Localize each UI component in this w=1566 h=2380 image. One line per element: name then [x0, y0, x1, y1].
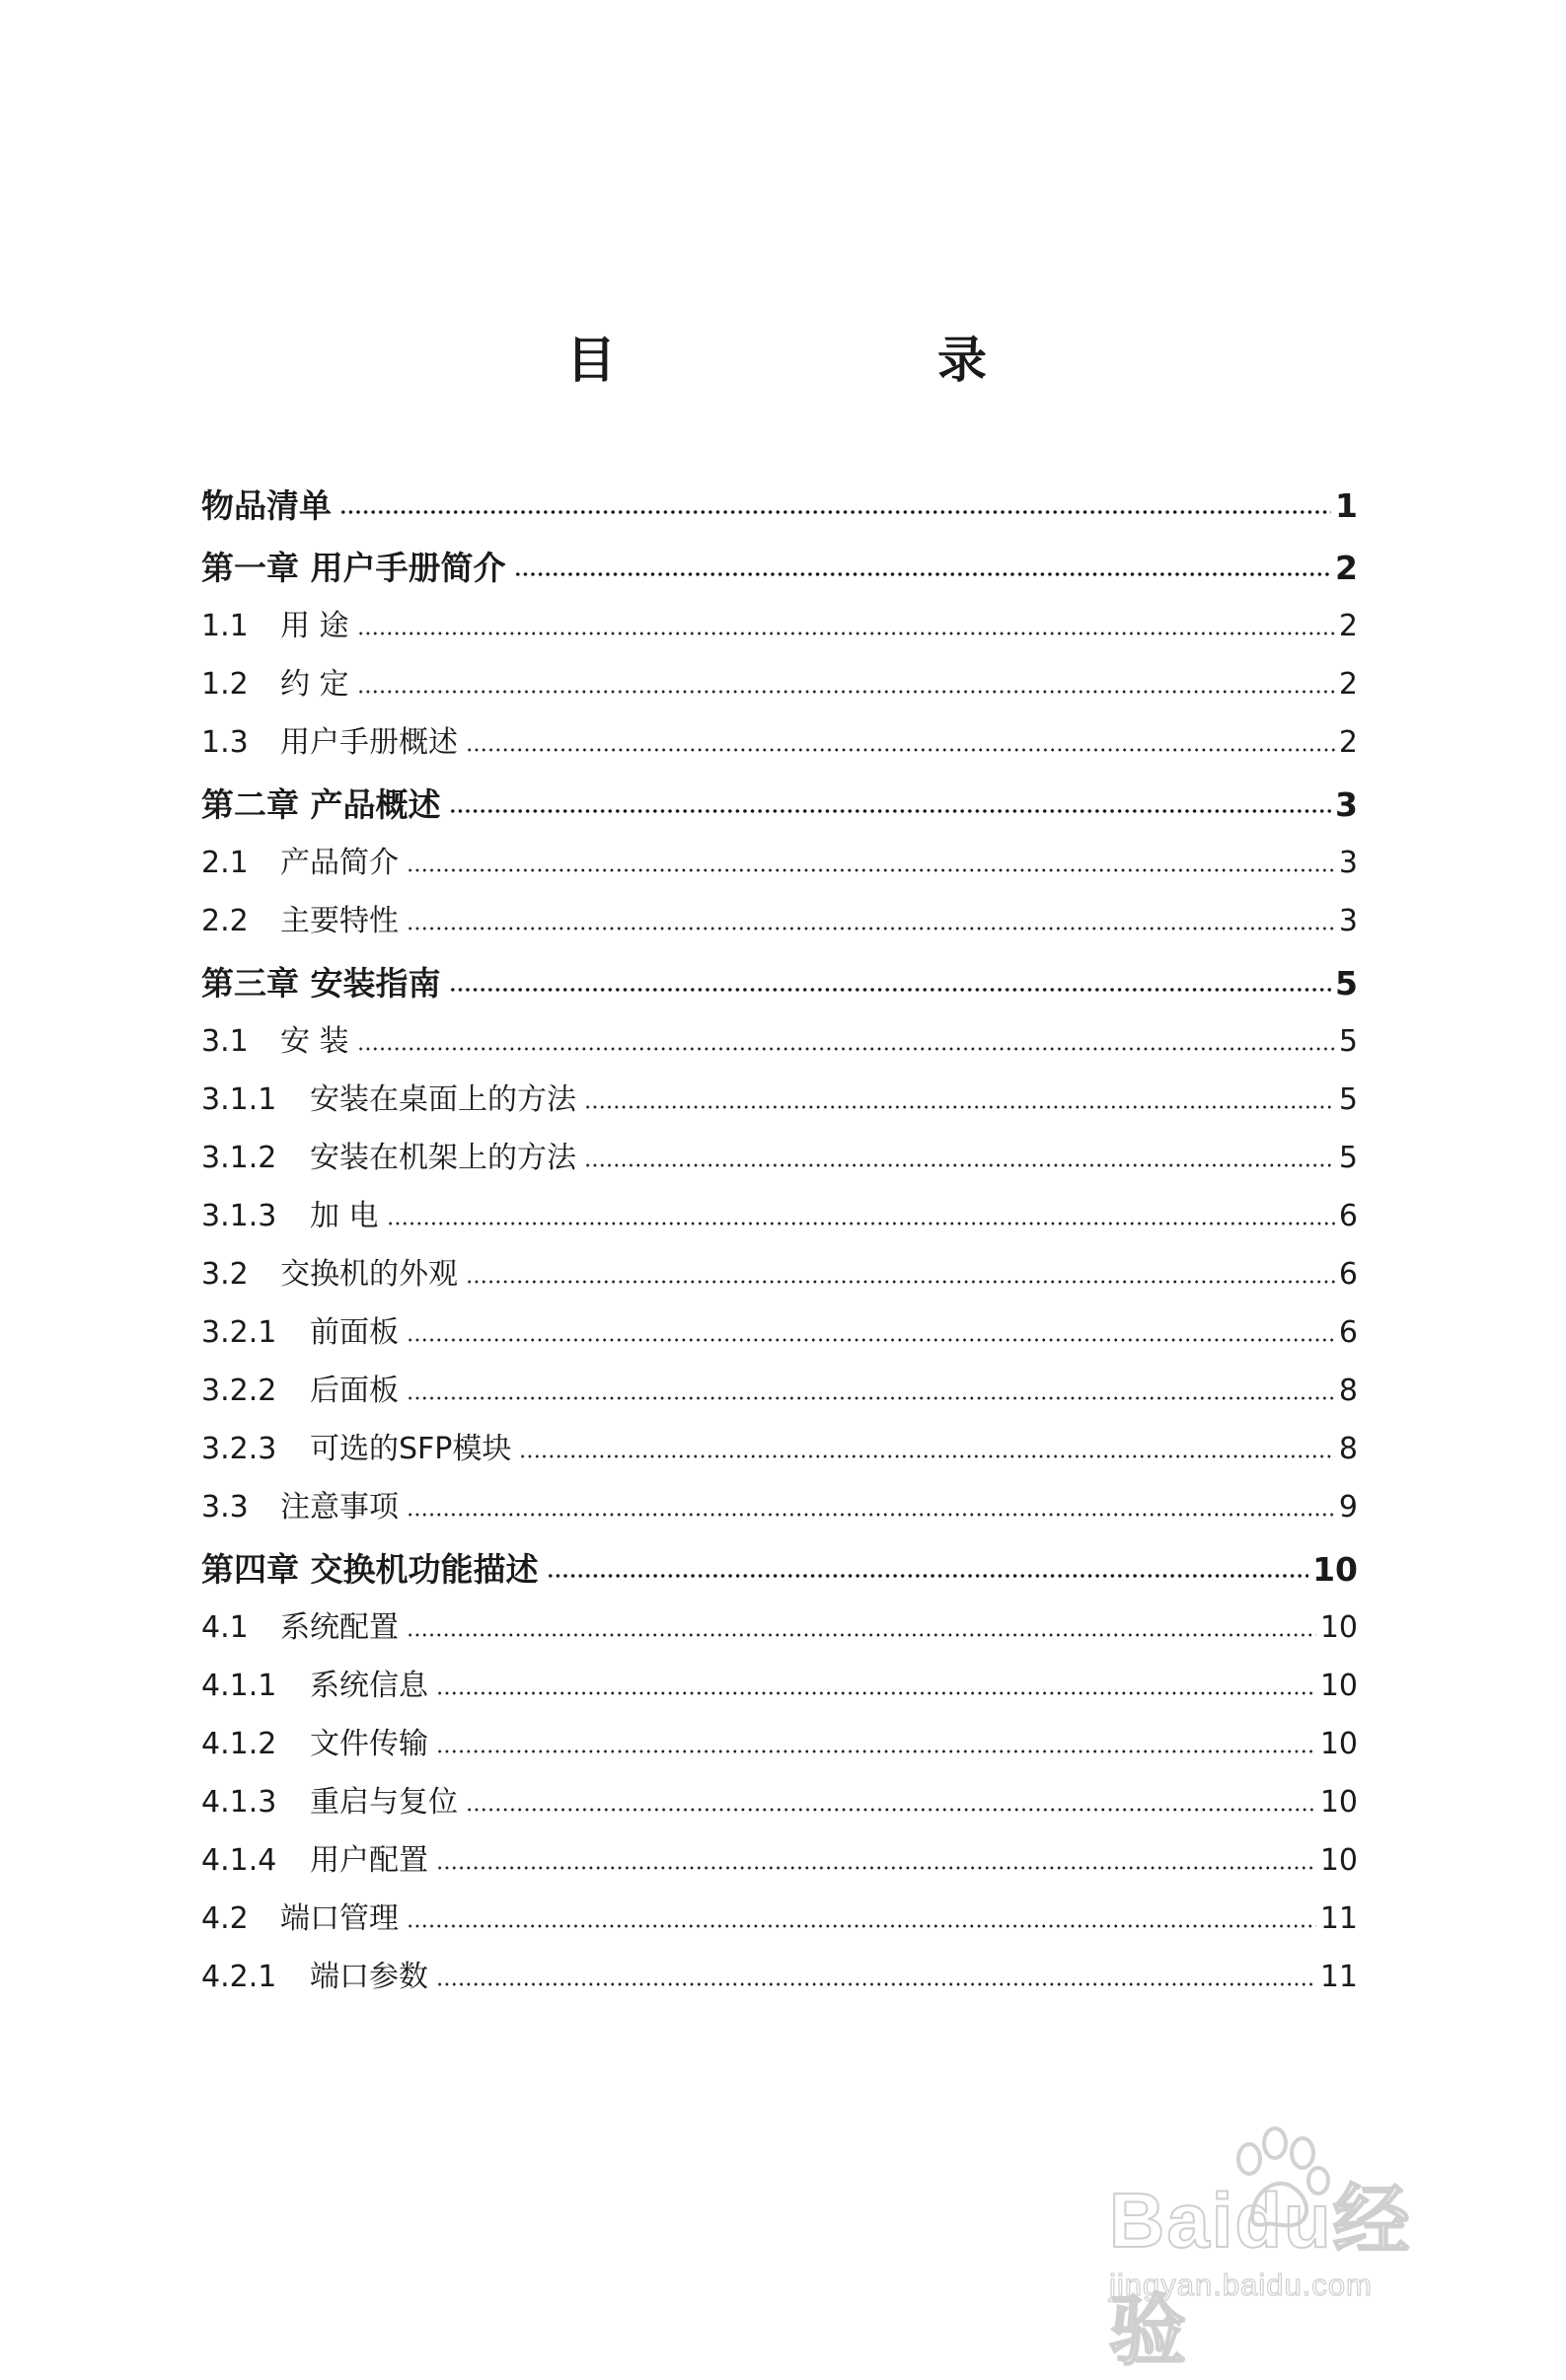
dot-leader — [584, 1162, 1335, 1168]
toc-entry-page: 3 — [1338, 904, 1358, 938]
toc-entry — [201, 1704, 1358, 1762]
dot-leader — [514, 571, 1332, 577]
dot-leader — [357, 689, 1335, 695]
dot-leader — [436, 1690, 1316, 1696]
toc-entry-page: 5 — [1338, 1082, 1358, 1117]
toc-entry-label: 重启与复位 — [310, 1785, 458, 1820]
toc-entry-page: 11 — [1319, 1901, 1358, 1936]
dot-leader — [407, 867, 1335, 873]
toc-entry-number: 4.2.1 — [201, 1960, 277, 1994]
toc-entry — [201, 1762, 1358, 1821]
toc-entry — [201, 881, 1358, 939]
toc-entry-label: 用 途 — [280, 609, 349, 643]
toc-entry — [201, 1176, 1358, 1234]
toc-entry-page: 11 — [1319, 1960, 1358, 1994]
dot-leader — [407, 1395, 1335, 1401]
toc-entry — [201, 586, 1358, 644]
toc-entry-page: 9 — [1338, 1490, 1358, 1525]
toc-entry — [201, 1525, 1358, 1588]
watermark-url: jingyan.baidu.com — [1109, 2268, 1373, 2302]
toc-entry-page: 2 — [1338, 725, 1358, 760]
toc-entry-page: 5 — [1338, 1141, 1358, 1175]
toc-entry — [201, 823, 1358, 881]
toc-entry-label: 第三章 安装指南 — [201, 964, 441, 1003]
toc-entry-label: 前面板 — [310, 1315, 399, 1350]
dot-leader — [407, 1632, 1316, 1638]
dot-leader — [584, 1104, 1335, 1110]
watermark — [1109, 2120, 1484, 2374]
toc-entry — [201, 1467, 1358, 1525]
toc-entry-number: 3.1.1 — [201, 1082, 277, 1117]
dot-leader — [436, 1865, 1316, 1871]
toc-entry-page: 2 — [1338, 667, 1358, 702]
toc-entry — [201, 1118, 1358, 1176]
dot-leader — [357, 631, 1335, 636]
toc-entry-page: 10 — [1319, 1727, 1358, 1761]
toc-entry-page: 1 — [1335, 486, 1358, 525]
toc-entry — [201, 703, 1358, 761]
toc-entry-page: 8 — [1338, 1432, 1358, 1466]
toc-entry-label: 可选的SFP模块 — [310, 1432, 512, 1466]
toc-entry-number: 3.1.2 — [201, 1141, 277, 1175]
toc-entry — [201, 1002, 1358, 1060]
toc-entry-label: 约 定 — [280, 667, 349, 702]
toc-entry-label: 第一章 用户手册简介 — [201, 549, 506, 587]
dot-leader — [436, 1748, 1316, 1754]
toc-entry-number: 4.1 — [201, 1610, 249, 1645]
toc-entry-label: 加 电 — [310, 1199, 379, 1233]
toc-entry-number: 2.2 — [201, 904, 249, 938]
dot-leader — [466, 1279, 1335, 1285]
toc-entry-number: 1.1 — [201, 609, 249, 643]
toc-entry-number: 4.1.3 — [201, 1785, 277, 1820]
toc-entry-page: 3 — [1338, 846, 1358, 880]
toc-entry-page: 10 — [1319, 1843, 1358, 1878]
toc-entry — [201, 1821, 1358, 1879]
toc-entry-page: 5 — [1335, 964, 1358, 1003]
table-of-contents — [201, 462, 1358, 1995]
toc-entry-page: 10 — [1312, 1550, 1358, 1589]
toc-entry-label: 用户配置 — [310, 1843, 428, 1878]
toc-entry-label: 端口参数 — [310, 1960, 428, 1994]
toc-entry-number: 3.1.3 — [201, 1199, 277, 1233]
dot-leader — [407, 1337, 1335, 1343]
toc-entry-label: 端口管理 — [280, 1901, 399, 1936]
toc-entry — [201, 939, 1358, 1002]
toc-entry-label: 后面板 — [310, 1374, 399, 1408]
toc-entry-number: 4.1.2 — [201, 1727, 277, 1761]
toc-entry-page: 10 — [1319, 1610, 1358, 1645]
toc-entry-number: 3.1 — [201, 1024, 249, 1059]
toc-entry-label: 产品简介 — [280, 846, 399, 880]
toc-entry-page: 2 — [1335, 549, 1358, 587]
toc-entry-number: 4.1.1 — [201, 1669, 277, 1703]
toc-entry-page: 6 — [1338, 1315, 1358, 1350]
dot-leader — [449, 808, 1332, 814]
toc-entry — [201, 1234, 1358, 1293]
toc-entry-label: 系统配置 — [280, 1610, 399, 1645]
dot-leader — [357, 1046, 1335, 1052]
toc-entry — [201, 1060, 1358, 1118]
toc-entry-label: 安装在机架上的方法 — [310, 1141, 576, 1175]
dot-leader — [407, 1512, 1335, 1518]
dot-leader — [339, 509, 1331, 515]
toc-entry-label: 用户手册概述 — [280, 725, 458, 760]
toc-entry-label: 交换机的外观 — [280, 1257, 458, 1292]
toc-entry-label: 注意事项 — [280, 1490, 399, 1525]
toc-entry-page: 5 — [1338, 1024, 1358, 1059]
toc-entry-number: 4.2 — [201, 1901, 249, 1936]
dot-leader — [407, 1923, 1316, 1929]
toc-entry-number: 4.1.4 — [201, 1843, 277, 1878]
toc-entry — [201, 644, 1358, 703]
toc-entry-page: 10 — [1319, 1785, 1358, 1820]
toc-entry — [201, 1646, 1358, 1704]
dot-leader — [436, 1981, 1316, 1987]
toc-entry-label: 物品清单 — [201, 486, 332, 525]
toc-entry — [201, 524, 1358, 586]
toc-entry-number: 3.2 — [201, 1257, 249, 1292]
toc-entry-number: 2.1 — [201, 846, 249, 880]
toc-entry-label: 安装在桌面上的方法 — [310, 1082, 576, 1117]
dot-leader — [407, 926, 1335, 931]
toc-entry — [201, 1879, 1358, 1937]
toc-entry — [201, 1409, 1358, 1467]
dot-leader — [466, 1807, 1316, 1813]
toc-entry-label: 安 装 — [280, 1024, 349, 1059]
toc-entry — [201, 761, 1358, 823]
toc-entry-page: 8 — [1338, 1374, 1358, 1408]
toc-entry — [201, 1351, 1358, 1409]
title-char-2: 录 — [937, 332, 987, 389]
toc-entry-number: 3.2.2 — [201, 1374, 277, 1408]
toc-entry — [201, 1937, 1358, 1995]
toc-entry-label: 第四章 交换机功能描述 — [201, 1550, 539, 1589]
title-char-1: 目 — [566, 332, 616, 389]
dot-leader — [449, 987, 1332, 993]
toc-entry — [201, 1293, 1358, 1351]
toc-entry-page: 6 — [1338, 1199, 1358, 1233]
toc-entry-label: 主要特性 — [280, 904, 399, 938]
dot-leader — [519, 1453, 1335, 1459]
toc-entry — [201, 1588, 1358, 1646]
toc-entry-number: 1.3 — [201, 725, 249, 760]
dot-leader — [387, 1221, 1335, 1227]
toc-entry-number: 3.2.1 — [201, 1315, 277, 1350]
page-title — [0, 321, 1566, 400]
toc-entry-number: 3.3 — [201, 1490, 249, 1525]
toc-entry — [201, 462, 1358, 524]
toc-entry-page: 3 — [1335, 785, 1358, 824]
dot-leader — [466, 747, 1335, 753]
toc-entry-page: 10 — [1319, 1669, 1358, 1703]
dot-leader — [547, 1573, 1309, 1579]
toc-entry-label: 系统信息 — [310, 1669, 428, 1703]
toc-entry-page: 2 — [1338, 609, 1358, 643]
toc-entry-number: 1.2 — [201, 667, 249, 702]
toc-entry-label: 文件传输 — [310, 1727, 428, 1761]
watermark-logo: Baidu经验 — [1109, 2177, 1412, 2374]
toc-entry-page: 6 — [1338, 1257, 1358, 1292]
toc-entry-number: 3.2.3 — [201, 1432, 277, 1466]
toc-entry-label: 第二章 产品概述 — [201, 785, 441, 824]
